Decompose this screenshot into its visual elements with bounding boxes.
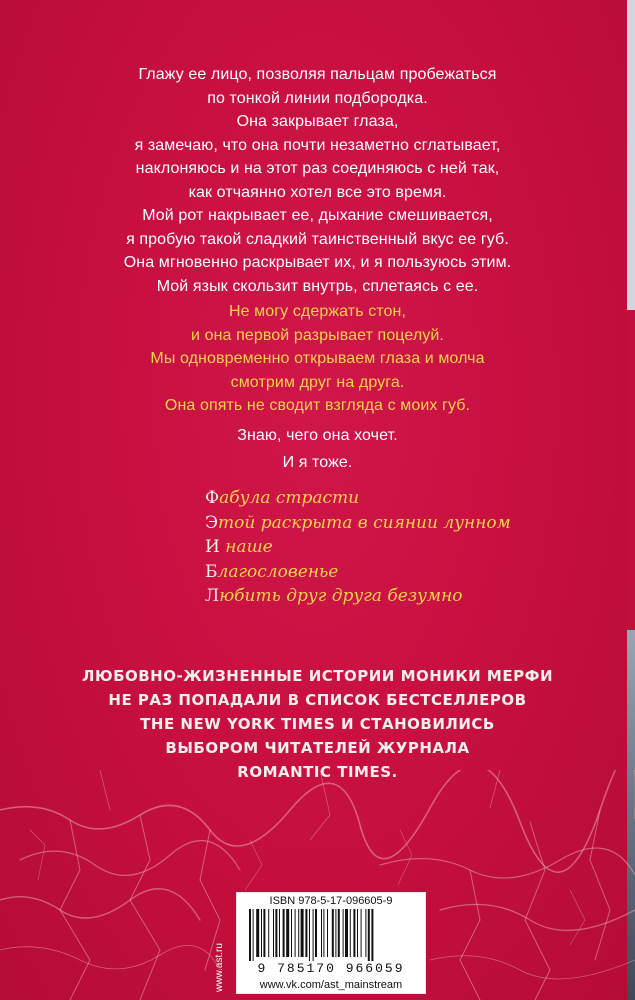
poem-line — [205, 584, 565, 609]
poem-initial: Л — [205, 586, 220, 606]
excerpt-line: Она мгновенно раскрывает их, и я пользуюсь этим. — [123, 254, 512, 271]
barcode-bar — [343, 909, 344, 957]
poem-text: той раскрыта в сиянии лунном — [218, 512, 511, 533]
blurb-line: THE NEW YORK TIMES И СТАНОВИЛИСЬ — [140, 715, 495, 733]
excerpt-line: смотрим друг на друга. — [230, 373, 405, 391]
poem-text: лагословенье — [217, 561, 339, 582]
excerpt-line: Глажу ее лицо, позволяя пальцам пробежаться — [138, 66, 497, 83]
excerpt-line: Она опять не сводит взгляда с моих губ. — [164, 397, 471, 414]
barcode-bar — [350, 909, 351, 957]
barcode-bar — [332, 909, 334, 957]
poem-text: наше — [219, 537, 273, 557]
barcode-bar — [365, 909, 366, 957]
barcode-bar — [291, 909, 292, 957]
excerpt-line: и она первой разрывает поцелуй. — [191, 326, 444, 344]
poem-text: юбить друг друга безумно — [219, 586, 463, 606]
barcode-bar — [279, 909, 280, 957]
poem-line — [205, 486, 565, 511]
barcode-bar — [305, 909, 307, 957]
poem-initial: И — [205, 537, 220, 557]
barcode-bar — [368, 909, 370, 961]
poem-text: абула страсти — [219, 488, 360, 508]
barcode-bar — [353, 909, 355, 957]
excerpt-line: как отчаянно хотел все это время. — [188, 183, 447, 201]
poem-initial: Б — [205, 561, 218, 582]
barcode-bar — [261, 909, 262, 957]
barcode-bar — [253, 909, 254, 961]
closing-line-1: Знаю, чего она хочет. — [237, 427, 398, 444]
excerpt-yellow-paragraph — [0, 300, 635, 418]
closing-line-2: И я тоже. — [282, 454, 353, 471]
isbn-number: ISBN 978-5-17-096605-9 — [269, 895, 393, 907]
excerpt-line: я замечаю, что она почти незаметно сглатывает, — [134, 136, 501, 154]
barcode-bar — [283, 909, 285, 957]
barcode-bar — [273, 909, 274, 957]
barcode-bar — [335, 909, 336, 957]
barcode-bar — [256, 909, 259, 957]
blurb-line: ROMANTIC TIMES. — [237, 763, 398, 781]
social-link[interactable]: www.vk.com/ast_mainstream — [259, 979, 403, 991]
barcode-bar — [286, 909, 289, 957]
barcode-bar — [268, 909, 269, 957]
excerpt-white-paragraph — [0, 63, 635, 298]
barcode-bar — [321, 909, 322, 957]
barcode-bar — [298, 909, 299, 957]
barcode-bar — [361, 909, 362, 957]
excerpt-line: Не могу сдержать стон, — [228, 303, 407, 320]
poem-initial: Э — [205, 512, 219, 533]
barcode-bar — [295, 909, 296, 957]
poem-initial: Ф — [205, 488, 220, 508]
blurb-line: ВЫБОРОМ ЧИТАТЕЛЕЙ ЖУРНАЛА — [165, 739, 470, 757]
excerpt-line: наклоняюсь и на этот раз соединяюсь с ней так, — [135, 160, 500, 177]
acrostic-poem — [205, 486, 565, 609]
blurb-line: НЕ РАЗ ПОПАДАЛИ В СПИСОК БЕСТСЕЛЛЕРОВ — [108, 691, 527, 709]
poem-line — [205, 560, 565, 585]
author-blurb — [0, 664, 635, 784]
poem-line — [205, 511, 565, 536]
barcode-bar — [323, 909, 324, 957]
barcode-bar — [313, 909, 314, 961]
barcode-bar — [263, 909, 265, 957]
excerpt-line: Мой язык скользит внутрь, сплетаясь с ее. — [156, 277, 479, 295]
excerpt-line: Мы одновременно открываем глаза и молча — [150, 350, 485, 367]
barcode-bar — [345, 909, 348, 957]
excerpt-line: по тонкой линии подбородка. — [207, 89, 428, 107]
barcode-bars — [247, 909, 415, 961]
excerpt-line: я пробую такой сладкий таинственный вкус ее губ. — [126, 230, 509, 248]
publisher-site-vertical[interactable]: www.ast.ru — [214, 943, 225, 992]
blurb-line: ЛЮБОВНО-ЖИЗНЕННЫЕ ИСТОРИИ МОНИКИ МЕРФИ — [82, 667, 553, 685]
barcode-bar — [301, 909, 304, 957]
barcode-bar — [249, 909, 251, 961]
barcode-bar — [327, 909, 328, 957]
barcode-bar — [371, 909, 373, 961]
barcode-bar — [338, 909, 340, 957]
barcode-bar — [275, 909, 277, 957]
isbn-barcode — [236, 892, 426, 994]
barcode-bar — [315, 909, 317, 957]
barcode-bar — [357, 909, 358, 957]
barcode-bar — [309, 909, 310, 961]
poem-line — [205, 535, 565, 560]
excerpt-line: Она закрывает глаза, — [236, 113, 399, 130]
excerpt-line: Мой рот накрывает ее, дыхание смешивается, — [142, 207, 493, 224]
barcode-digits: 9 785170 966059 — [257, 961, 405, 976]
